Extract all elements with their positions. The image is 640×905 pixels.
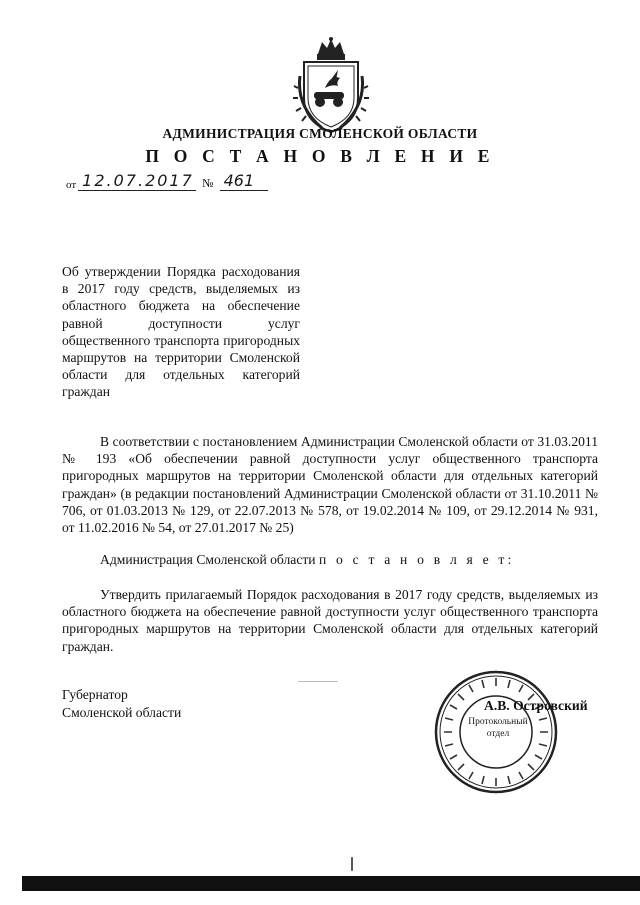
document-type-title: П О С Т А Н О В Л Е Н И Е [145,146,495,166]
scan-edge-bar [22,876,640,891]
signatory-position [62,686,181,721]
date-number-line [66,172,268,191]
document-subject: Об утверждении Порядка расходования в 2017 году средств, выделяемых из областного бюджета на обеспечение равной доступности услуг общественного транспорта пригородных маршрутов на территории Смоленской области для отдельных категорий граждан [62,264,300,400]
decree-intro: Администрация Смоленской области [100,552,316,567]
seal-line-2: отдел [486,729,510,739]
number-label: № [202,176,214,190]
date-from-label: от [66,179,77,191]
coat-of-arms-emblem [292,36,370,136]
signatory-name: А.В. Островский [484,698,588,713]
preamble-paragraph: В соответствии с постановлением Администрации Смоленской области от 31.03.2011 № 193 «Об обеспечении равной доступности услуг общественного транспорта пригородных маршрутов на территории Смоленской области для отдельных категорий граждан» (в редакции постановлений Администрации Смоленской области от 31.10.2011 № 706, от 01.03.2013 № 129, от 22.07.2013 № 578, от 19.02.2014 № 109, от 29.12.2014 № 931, от 11.02.2016 № 54, от 27.01.2017 № 25) [62,434,598,536]
handwritten-date: 12.07.2017 [78,172,196,191]
seal-center-text [468,716,528,740]
scan-mark [351,857,353,871]
decree-word: п о с т а н о в л я е т: [318,552,515,567]
resolution-paragraph: Утвердить прилагаемый Порядок расходования в 2017 году средств, выделяемых из областного бюджета на обеспечение равной доступности услуг общественного транспорта пригородных маршрутов на территории Смоленской области для отдельных категорий граждан. [62,587,598,654]
handwritten-number: 461 [220,172,268,191]
position-line-2: Смоленской области [62,704,182,720]
seal-line-1: Протокольный [468,717,528,727]
organization-name: АДМИНИСТРАЦИЯ СМОЛЕНСКОЙ ОБЛАСТИ [162,126,478,141]
scan-mark [298,681,338,682]
decree-line [62,551,598,568]
position-line-1: Губернатор [62,687,128,702]
